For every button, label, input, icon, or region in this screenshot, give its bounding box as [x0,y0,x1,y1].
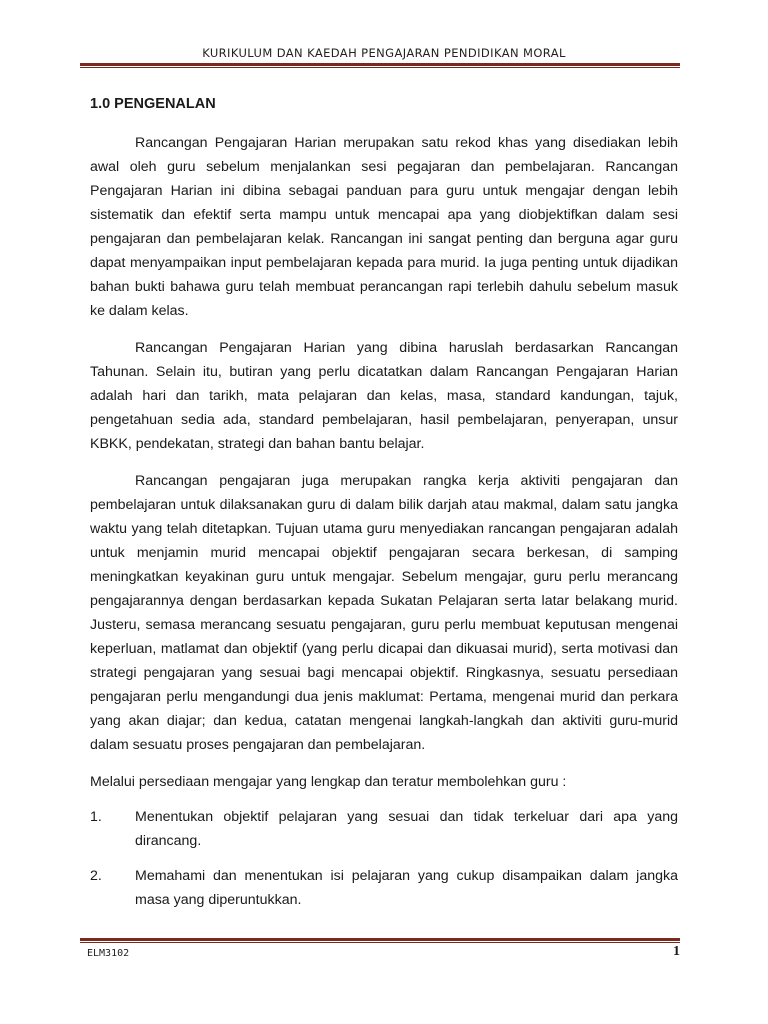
footer-rule-thin [80,942,680,943]
list-item-text: Memahami dan menentukan isi pelajaran yang cukup disampaikan dalam jangka masa yang diperuntukkan. [135,868,678,908]
header-rule [80,63,680,66]
list-item-number: 2. [90,868,102,884]
page-number: 1 [673,944,680,959]
paragraph: Rancangan Pengajaran Harian yang dibina haruslah berdasarkan Rancangan Tahunan. Selain itu, butiran yang perlu dicatatkan dalam Rancangan Pengajaran Harian adalah hari dan tarikh, mata pelajaran dan kelas, masa, standard kandungan, tajuk, pengetahuan sedia ada, standard pembelajaran, hasil pembelajaran, penyerapan, unsur KBKK, pendekatan, strategi dan bahan bantu belajar. [90,340,678,452]
list-item [90,864,678,912]
list-lead-text: Melalui persediaan mengajar yang lengkap dan teratur membolehkan guru : [90,774,567,790]
course-code: ELM3102 [87,948,130,959]
paragraph: Rancangan pengajaran juga merupakan rangka kerja aktiviti pengajaran dan pembelajaran untuk dilaksanakan guru di dalam bilik darjah atau makmal, dalam satu jangka waktu yang telah ditetapkan. Tujuan utama guru menyediakan rancangan pengajaran adalah untuk menjamin murid mencapai objektif pengajaran secara berkesan, di samping meningkatkan keyakinan guru untuk mengajar. Sebelum mengajar, guru perlu merancang pengajarannya dengan berdasarkan kepada Sukatan Pelajaran serta latar belakang murid. Justeru, semasa merancang sesuatu pengajaran, guru perlu membuat keputusan mengenai keperluan, matlamat dan objektif (yang perlu dicapai dan dikuasai murid), serta motivasi dan strategi pengajaran yang sesuai bagi mencapai objektif. Ringkasnya, sesuatu persediaan pengajaran perlu mengandungi dua jenis maklumat: Pertama, mengenai murid dan perkara yang akan diajar; dan kedua, catatan mengenai langkah-langkah dan aktiviti guru-murid dalam sesuatu proses pengajaran dan pembelajaran. [90,473,678,753]
section-heading: 1.0 PENGENALAN [90,96,216,112]
document-body [90,92,678,923]
list-item [90,805,678,853]
list-item-text: Menentukan objektif pelajaran yang sesuai dan tidak terkeluar dari apa yang dirancang. [135,809,678,849]
list-item-number: 1. [90,809,102,825]
page-header-title: KURIKULUM DAN KAEDAH PENGAJARAN PENDIDIKAN MORAL [202,46,566,60]
footer-rule [80,938,680,941]
paragraph: Rancangan Pengajaran Harian merupakan satu rekod khas yang disediakan lebih awal oleh guru sebelum menjalankan sesi pegajaran dan pembelajaran. Rancangan Pengajaran Harian ini dibina sebagai panduan para guru untuk mengajar dengan lebih sistematik dan efektif serta mampu untuk mencapai apa yang diobjektifkan dalam sesi pengajaran dan pembelajaran kelak. Rancangan ini sangat penting dan berguna agar guru dapat menyampaikan input pembelajaran kepada para murid. Ia juga penting untuk dijadikan bahan bukti bahawa guru telah membuat perancangan rapi terlebih dahulu sebelum masuk ke dalam kelas. [90,135,678,319]
header-rule-thin [80,67,680,68]
